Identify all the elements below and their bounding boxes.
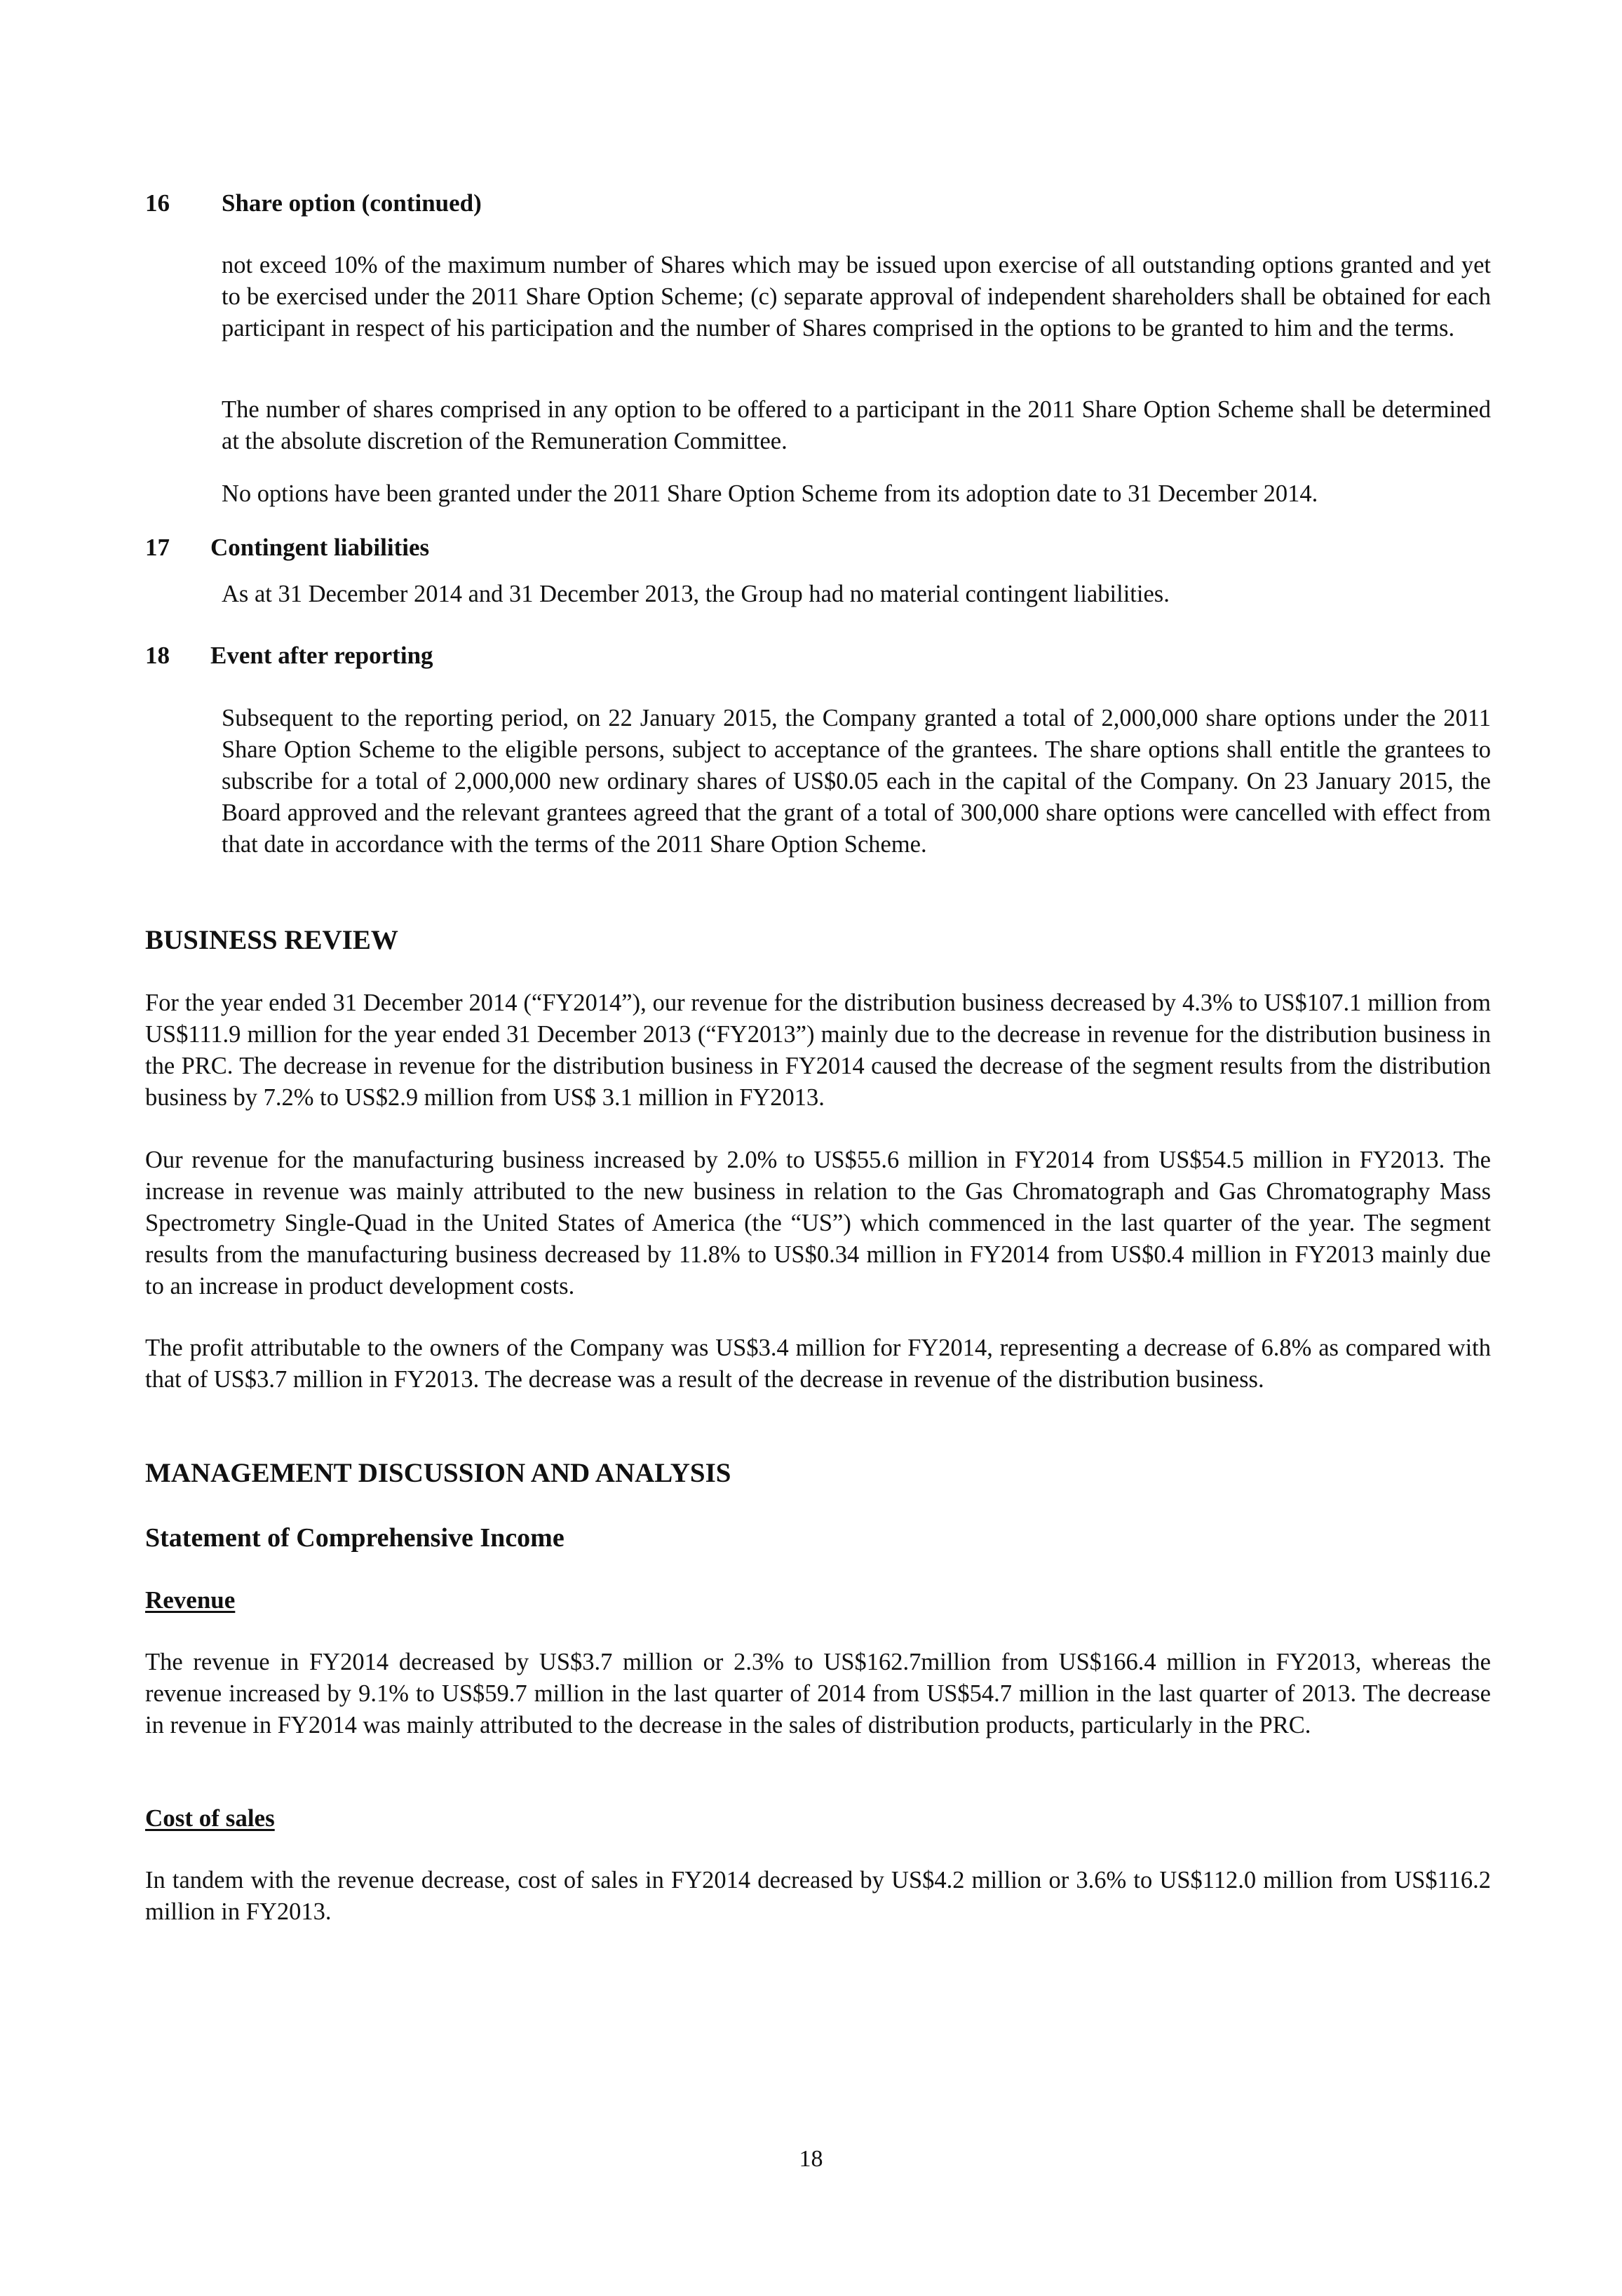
- cost-of-sales-paragraph: In tandem with the revenue decrease, cost of sales in FY2014 decreased by US$4.2 million or 3.6% to US$112.0 million from US$116.2 million in FY2013.: [145, 1867, 1491, 1925]
- note-16-title: Share option (continued): [222, 189, 482, 217]
- revenue-heading: Revenue: [145, 1586, 236, 1614]
- note-16-paragraph-2: The number of shares comprised in any option to be offered to a participant in the 2011 Share Option Scheme shall be determined at the absolute discretion of the Remuneration Committee.: [222, 396, 1491, 454]
- mda-heading: MANAGEMENT DISCUSSION AND ANALYSIS: [145, 1458, 731, 1488]
- page-number: 18: [799, 2146, 823, 2172]
- business-review-paragraph-1: For the year ended 31 December 2014 (“FY2014”), our revenue for the distribution business decreased by 4.3% to US$107.1 million from US$111.9 million for the year ended 31 December 2013 (“FY2013”) mainly due to the decrease in revenue for the distribution business in the PRC. The decrease in revenue for the distribution business in FY2014 caused the decrease of the segment results from the distribution business by 7.2% to US$2.9 million from US$ 3.1 million in FY2013.: [145, 990, 1491, 1111]
- business-review-paragraph-2: Our revenue for the manufacturing business increased by 2.0% to US$55.6 million in FY2014 from US$54.5 million in FY2013. The increase in revenue was mainly attributed to the new business in relation to the Gas Chromatograph and Gas Chromatography Mass Spectrometry Single-Quad in the United States of America (the “US”) which commenced in the last quarter of the year. The segment results from the manufacturing business decreased by 11.8% to US$0.34 million in FY2014 from US$0.4 million in FY2013 mainly due to an increase in product development costs.: [145, 1147, 1491, 1299]
- note-18-title: Event after reporting: [210, 642, 433, 669]
- note-16-number: 16: [145, 189, 170, 217]
- note-17-title: Contingent liabilities: [210, 534, 430, 561]
- note-16-paragraph-1: not exceed 10% of the maximum number of Shares which may be issued upon exercise of all outstanding options granted and yet to be exercised under the 2011 Share Option Scheme; (c) separate approval of independent shareholders shall be obtained for each participant in respect of his participation and the number of Shares comprised in the options to be granted to him and the terms.: [222, 252, 1491, 342]
- cost-of-sales-heading: Cost of sales: [145, 1804, 275, 1832]
- note-18-heading: [145, 640, 433, 671]
- revenue-paragraph: The revenue in FY2014 decreased by US$3.7 million or 2.3% to US$162.7million from US$166.4 million in FY2013, whereas the revenue increased by 9.1% to US$59.7 million in the last quarter of 2014 from US$54.7 million in the last quarter of 2013. The decrease in revenue in FY2014 was mainly attributed to the decrease in the sales of distribution products, particularly in the PRC.: [145, 1649, 1491, 1738]
- note-18-paragraph-1: Subsequent to the reporting period, on 22 January 2015, the Company granted a total of 2,000,000 share options under the 2011 Share Option Scheme to the eligible persons, subject to acceptance of the grantees. The share options shall entitle the grantees to subscribe for a total of 2,000,000 new ordinary shares of US$0.05 each in the capital of the Company. On 23 January 2015, the Board approved and the relevant grantees agreed that the grant of a total of 300,000 share options were cancelled with effect from that date in accordance with the terms of the 2011 Share Option Scheme.: [222, 705, 1491, 858]
- note-18-number: 18: [145, 642, 170, 669]
- note-17-paragraph-1: As at 31 December 2014 and 31 December 2013, the Group had no material contingent liabilities.: [222, 581, 1170, 607]
- business-review-paragraph-3: The profit attributable to the owners of the Company was US$3.4 million for FY2014, representing a decrease of 6.8% as compared with that of US$3.7 million in FY2013. The decrease was a result of the decrease in revenue of the distribution business.: [145, 1335, 1491, 1393]
- note-16-paragraph-3: No options have been granted under the 2011 Share Option Scheme from its adoption date to 31 December 2014.: [222, 480, 1318, 507]
- note-17-heading: [145, 532, 429, 563]
- business-review-heading: BUSINESS REVIEW: [145, 925, 398, 955]
- note-17-number: 17: [145, 534, 170, 561]
- mda-subheading: Statement of Comprehensive Income: [145, 1523, 565, 1553]
- note-16-heading: [145, 188, 482, 219]
